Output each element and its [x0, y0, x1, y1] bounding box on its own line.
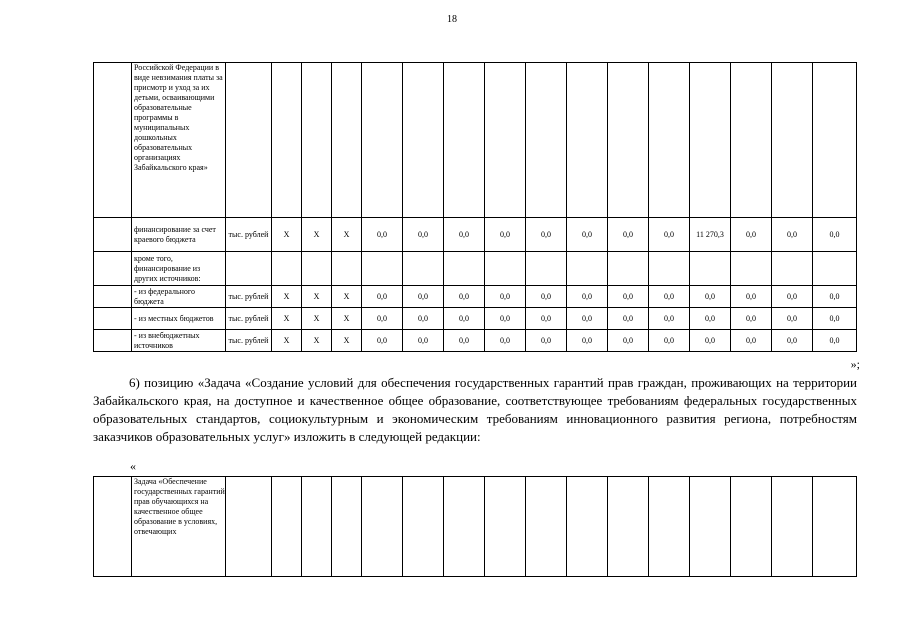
value-cell: [444, 252, 485, 286]
unit-cell: [226, 63, 272, 218]
value-cell: [813, 252, 857, 286]
unit-cell: [226, 252, 272, 286]
value-cell: [690, 252, 731, 286]
row-number-cell: [94, 286, 132, 308]
row-label-cell: кроме того, финансирование из других источников:: [132, 252, 226, 286]
row-label-cell: - из федерального бюджета: [132, 286, 226, 308]
value-cell: [772, 252, 813, 286]
value-cell: 0,0: [526, 330, 567, 352]
empty-cell: [272, 477, 302, 577]
value-cell: [403, 252, 444, 286]
value-cell: [444, 63, 485, 218]
empty-cell: [485, 477, 526, 577]
empty-cell: [444, 477, 485, 577]
value-cell: 0,0: [649, 330, 690, 352]
value-cell: 0,0: [690, 330, 731, 352]
value-cell: 0,0: [403, 218, 444, 252]
value-cell: 0,0: [690, 286, 731, 308]
amendment-text: 6) позицию «Задача «Создание условий для обеспечения государственных гарантий прав граждан, проживающих на территории Забайкальского края, на доступное и качественное общее образование, соответствующее требованиям федеральных государственных образовательных стандартов, социокультурным и экономическим требованиям инновационного развития региона, потребностям заказчиков образовательных услуг» изложить в следующей редакции:: [93, 375, 857, 444]
value-cell: [362, 63, 403, 218]
empty-cell: [332, 477, 362, 577]
value-cell: [772, 63, 813, 218]
value-cell: 0,0: [608, 286, 649, 308]
value-cell: 0,0: [403, 330, 444, 352]
value-cell: 0,0: [690, 308, 731, 330]
value-cell: 0,0: [444, 308, 485, 330]
unit-cell: тыс. рублей: [226, 330, 272, 352]
empty-cell: [526, 477, 567, 577]
closing-quote: »;: [850, 357, 860, 371]
table-row: [94, 477, 857, 577]
value-cell: 0,0: [731, 308, 772, 330]
value-cell: 0,0: [485, 330, 526, 352]
row-label-cell: - из внебюджетных источников: [132, 330, 226, 352]
empty-cell: [772, 477, 813, 577]
empty-cell: [226, 477, 272, 577]
value-cell: [567, 63, 608, 218]
value-cell: 0,0: [485, 286, 526, 308]
empty-cell: [608, 477, 649, 577]
value-cell: 0,0: [362, 286, 403, 308]
row-number-cell: [94, 218, 132, 252]
value-cell: 0,0: [485, 308, 526, 330]
value-cell: X: [302, 218, 332, 252]
empty-cell: [649, 477, 690, 577]
value-cell: 0,0: [608, 308, 649, 330]
value-cell: [332, 252, 362, 286]
row-number-cell: [94, 308, 132, 330]
value-cell: 0,0: [608, 218, 649, 252]
value-cell: 0,0: [444, 330, 485, 352]
row-number-cell: [94, 63, 132, 218]
value-cell: 0,0: [403, 308, 444, 330]
empty-cell: [567, 477, 608, 577]
row-number-cell: [94, 252, 132, 286]
value-cell: [608, 63, 649, 218]
value-cell: X: [272, 308, 302, 330]
value-cell: 0,0: [403, 286, 444, 308]
row-label-cell: финансирование за счет краевого бюджета: [132, 218, 226, 252]
value-cell: X: [272, 218, 302, 252]
value-cell: [567, 252, 608, 286]
unit-cell: тыс. рублей: [226, 308, 272, 330]
empty-cell: [362, 477, 403, 577]
value-cell: [485, 63, 526, 218]
value-cell: [731, 63, 772, 218]
value-cell: 0,0: [772, 218, 813, 252]
empty-cell: [690, 477, 731, 577]
value-cell: [362, 252, 403, 286]
value-cell: 0,0: [362, 308, 403, 330]
value-cell: [649, 252, 690, 286]
amendment-paragraph: [93, 374, 857, 446]
value-cell: 0,0: [772, 308, 813, 330]
value-cell: [302, 63, 332, 218]
value-cell: [731, 252, 772, 286]
value-cell: [272, 252, 302, 286]
value-cell: X: [302, 330, 332, 352]
value-cell: X: [332, 330, 362, 352]
value-cell: [272, 63, 302, 218]
row-number-cell: [94, 330, 132, 352]
value-cell: X: [272, 330, 302, 352]
task-table: [93, 476, 857, 577]
value-cell: 0,0: [813, 330, 857, 352]
table-row: [94, 286, 857, 308]
row-label-cell: - из местных бюджетов: [132, 308, 226, 330]
empty-cell: [731, 477, 772, 577]
value-cell: 0,0: [649, 308, 690, 330]
unit-cell: тыс. рублей: [226, 218, 272, 252]
table-row: [94, 330, 857, 352]
empty-cell: [94, 477, 132, 577]
value-cell: [403, 63, 444, 218]
value-cell: 0,0: [567, 218, 608, 252]
value-cell: [332, 63, 362, 218]
value-cell: 0,0: [772, 330, 813, 352]
value-cell: 11 270,3: [690, 218, 731, 252]
value-cell: 0,0: [731, 286, 772, 308]
table-row: [94, 218, 857, 252]
unit-cell: тыс. рублей: [226, 286, 272, 308]
funding-table: [93, 62, 857, 352]
value-cell: 0,0: [526, 218, 567, 252]
table-row: [94, 252, 857, 286]
value-cell: [302, 252, 332, 286]
table-row: [94, 63, 857, 218]
value-cell: 0,0: [649, 286, 690, 308]
value-cell: X: [332, 308, 362, 330]
value-cell: 0,0: [485, 218, 526, 252]
value-cell: 0,0: [444, 218, 485, 252]
value-cell: X: [272, 286, 302, 308]
value-cell: 0,0: [813, 308, 857, 330]
value-cell: 0,0: [567, 308, 608, 330]
value-cell: [526, 252, 567, 286]
value-cell: 0,0: [526, 286, 567, 308]
value-cell: 0,0: [444, 286, 485, 308]
value-cell: [690, 63, 731, 218]
value-cell: 0,0: [649, 218, 690, 252]
value-cell: X: [302, 286, 332, 308]
value-cell: X: [332, 286, 362, 308]
value-cell: [526, 63, 567, 218]
value-cell: 0,0: [362, 330, 403, 352]
value-cell: X: [302, 308, 332, 330]
value-cell: 0,0: [813, 218, 857, 252]
value-cell: 0,0: [731, 330, 772, 352]
value-cell: [813, 63, 857, 218]
value-cell: 0,0: [731, 218, 772, 252]
value-cell: 0,0: [813, 286, 857, 308]
empty-cell: [813, 477, 857, 577]
opening-quote: «: [130, 459, 136, 473]
row-label-cell: Российской Федерации в виде невзимания платы за присмотр и уход за их детьми, осваивающими образовательные программы в муниципальных дошкольных образовательных организациях Забайкальского края»: [132, 63, 226, 218]
page-number: 18: [447, 14, 457, 25]
value-cell: X: [332, 218, 362, 252]
value-cell: 0,0: [526, 308, 567, 330]
value-cell: 0,0: [772, 286, 813, 308]
value-cell: 0,0: [608, 330, 649, 352]
value-cell: 0,0: [567, 286, 608, 308]
value-cell: [608, 252, 649, 286]
empty-cell: [403, 477, 444, 577]
value-cell: [485, 252, 526, 286]
task-label-cell: Задача «Обеспечение государственных гарантий прав обучающихся на качественное общее образование в условиях, отвечающих: [132, 477, 226, 577]
table-row: [94, 308, 857, 330]
value-cell: 0,0: [362, 218, 403, 252]
value-cell: 0,0: [567, 330, 608, 352]
empty-cell: [302, 477, 332, 577]
value-cell: [649, 63, 690, 218]
